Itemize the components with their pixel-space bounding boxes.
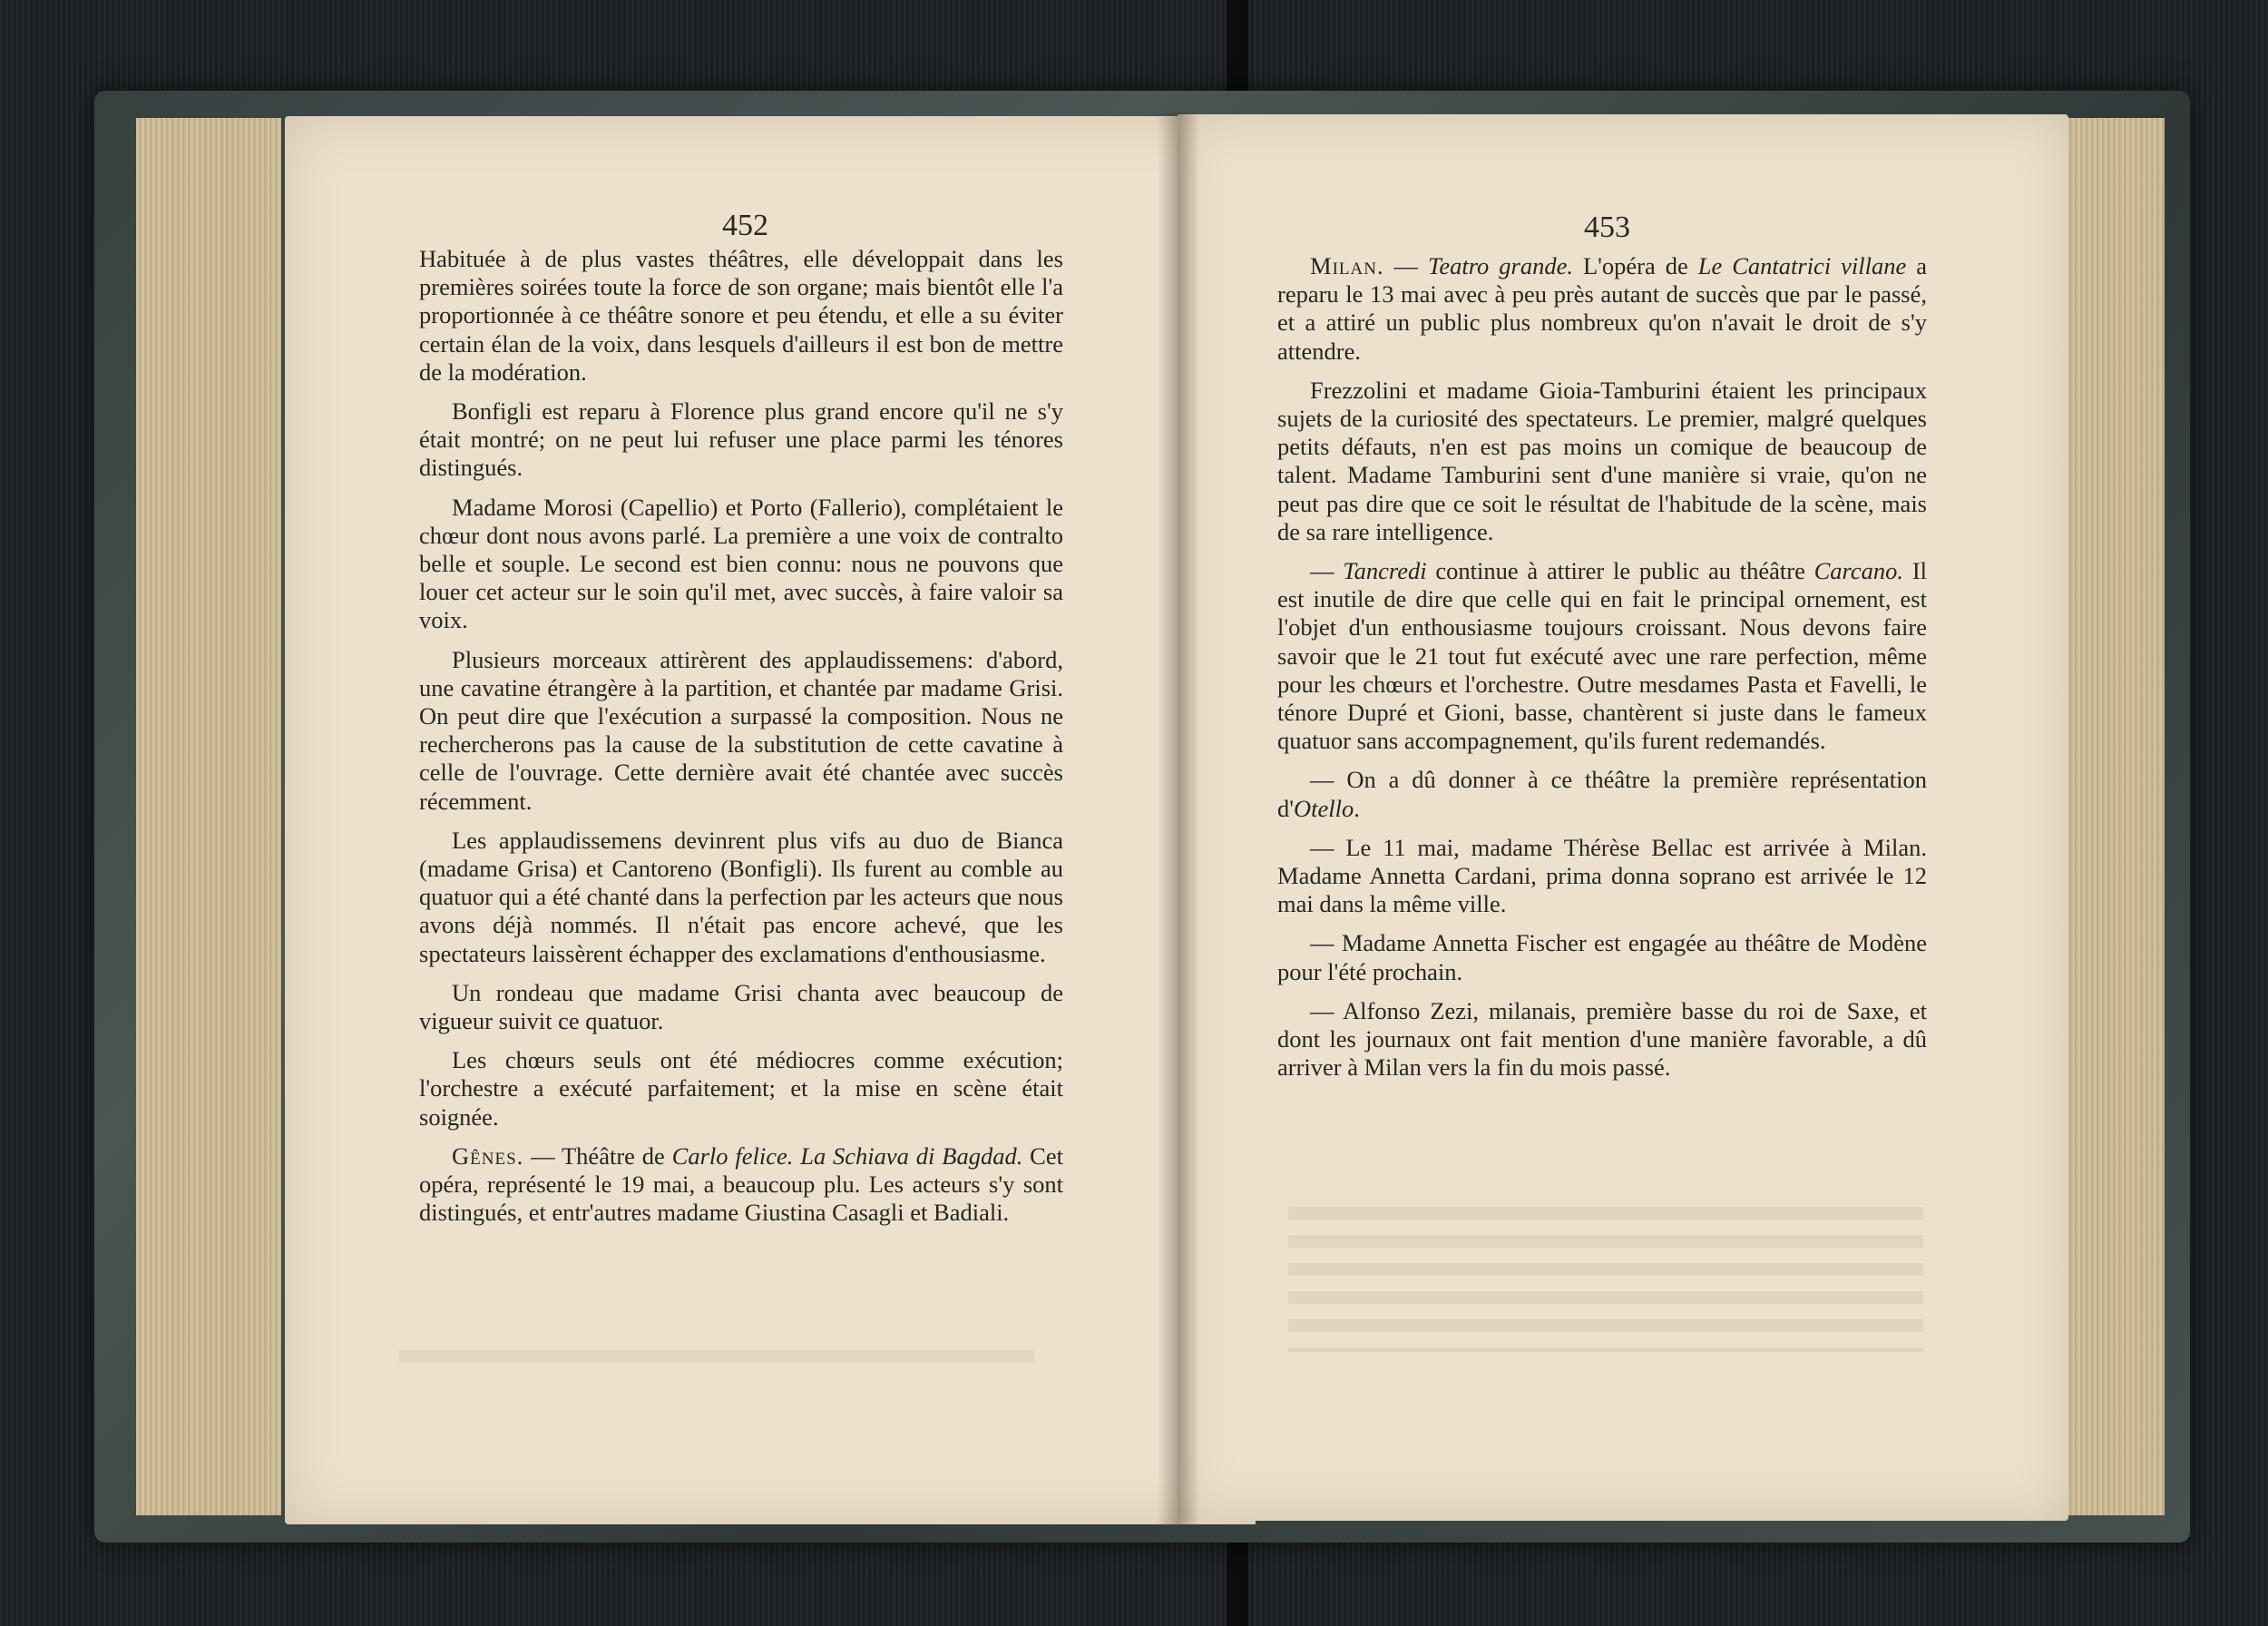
text-run: . bbox=[1354, 794, 1360, 822]
opera-title: Tancredi bbox=[1343, 557, 1427, 585]
text-run: — bbox=[1383, 252, 1429, 279]
opera-title: Le Cantatrici villane bbox=[1697, 252, 1907, 279]
paragraph: Plusieurs morceaux attirèrent des applaudissemens: d'abord, une cavatine étrangère à la partition, et chantée par madame Grisi. On peut dire que l'exécution a surpassé la composition. Nous ne rechercherons pas la cause de la substitution de cette cavatine à celle de l'ouvrage. Cette dernière avait été chantée avec succès récemment. bbox=[419, 645, 1063, 815]
paragraph: Bonfigli est reparu à Florence plus grand encore qu'il ne s'y était montré; on ne peut lui refuser une place parmi les ténores distingués. bbox=[419, 397, 1063, 482]
text-run: continue à attirer le public au théâtre bbox=[1426, 557, 1814, 585]
text-run: Cet opéra, représenté le 19 mai, a beaucoup plu. Les acteurs s'y sont distingués, et entr'autres madame Giustina Casagli et Badiali. bbox=[419, 1141, 1063, 1227]
paragraph-otello bbox=[1277, 766, 1927, 822]
page-number-right: 453 bbox=[1584, 211, 1630, 244]
page-number-left: 452 bbox=[722, 209, 768, 242]
left-page-body bbox=[419, 245, 1063, 1239]
paragraph-milan bbox=[1277, 252, 1927, 366]
city-label: Gênes. bbox=[452, 1141, 524, 1170]
paragraph: — Alfonso Zezi, milanais, première basse du roi de Saxe, et dont les journaux ont fait mention d'une manière favorable, a dû arriver à Milan vers la fin du mois passé. bbox=[1277, 996, 1927, 1082]
paragraph: Les chœurs seuls ont été médiocres comme exécution; l'orchestre a exécuté parfaitement; et la mise en scène était soignée. bbox=[419, 1046, 1063, 1131]
paragraph: — Le 11 mai, madame Thérèse Bellac est arrivée à Milan. Madame Annetta Cardani, prima donna soprano est arrivée le 12 mai dans la même ville. bbox=[1277, 833, 1927, 918]
text-run: — Théâtre de bbox=[523, 1141, 672, 1170]
paragraph-genes bbox=[419, 1142, 1063, 1228]
book-gutter bbox=[1158, 113, 1199, 1524]
text-run: L'opéra de bbox=[1572, 252, 1698, 279]
text-run: Il est inutile de dire que celle qui en fait le principal ornement, est l'objet d'un enthousiasme toujours croissant. Nous devons faire savoir que le 21 tout fut exécuté avec une rare perfection, même pour les chœurs et l'orchestre. Outre mesdames Pasta et Favelli, le ténore Dupré et Gioni, basse, chantèrent si juste dans le fameux quatuor sans accompagnement, qu'ils furent redemandés. bbox=[1277, 557, 1928, 755]
paragraph: — Madame Annetta Fischer est engagée au théâtre de Modène pour l'été prochain. bbox=[1277, 929, 1927, 985]
bleed-through-texture bbox=[1288, 1207, 1923, 1352]
city-label: Milan. bbox=[1310, 252, 1384, 279]
opera-title: Otello bbox=[1294, 794, 1354, 822]
page-edges-right bbox=[2056, 118, 2165, 1515]
paragraph: Les applaudissemens devinrent plus vifs au duo de Bianca (madame Grisa) et Cantoreno (Bonfigli). Ils furent au comble au quatuor qui a été chanté dans la perfection par les acteurs que nous avons déjà nommés. Il n'était pas encore achevé, que les spectateurs laissèrent échapper des exclamations d'enthousiasme. bbox=[419, 826, 1063, 967]
paragraph: Un rondeau que madame Grisi chanta avec beaucoup de vigueur suivit ce quatuor. bbox=[419, 978, 1063, 1035]
text-run: a reparu le 13 mai avec à peu près autant de succès que par le passé, et a attiré un public plus nombreux qu'on n'avait le droit de s'y attendre. bbox=[1277, 252, 1928, 365]
paragraph: Frezzolini et madame Gioia-Tamburini étaient les principaux sujets de la curiosité des spectateurs. Le premier, malgré quelques petits défauts, n'en est pas moins un comique de beaucoup de talent. Madame Tamburini sent d'une manière si vraie, qu'on ne peut pas dire que ce soit le résultat de l'habitude de la scène, mais de sa rare intelligence. bbox=[1277, 376, 1927, 545]
theatre-title: Teatro grande. bbox=[1428, 252, 1573, 279]
theatre-title: Carlo felice. La Schiava di Bagdad. bbox=[671, 1141, 1023, 1170]
page-edges-left bbox=[136, 118, 281, 1515]
text-run: — On a dû donner à ce théâtre la première représentation d' bbox=[1277, 766, 1927, 822]
bleed-through-texture-left bbox=[399, 1350, 1034, 1377]
paragraph: Habituée à de plus vastes théâtres, elle développait dans les premières soirées toute la force de son organe; mais bientôt elle l'a proportionnée à ce théâtre sonore et peu étendu, et elle a su éviter certain élan de la voix, dans lesquels d'ailleurs il est bon de mettre de la modération. bbox=[419, 245, 1063, 386]
paragraph: Madame Morosi (Capellio) et Porto (Fallerio), complétaient le chœur dont nous avons parlé. La première a une voix de contralto belle et souple. Le second est bien connu: nous ne pouvons que louer cet acteur sur le soin qu'il met, avec succès, à faire valoir sa voix. bbox=[419, 493, 1063, 634]
text-run: — bbox=[1310, 557, 1344, 585]
theatre-title: Carcano. bbox=[1813, 557, 1904, 585]
right-page-body bbox=[1277, 252, 1927, 1092]
paragraph-tancredi bbox=[1277, 557, 1927, 755]
